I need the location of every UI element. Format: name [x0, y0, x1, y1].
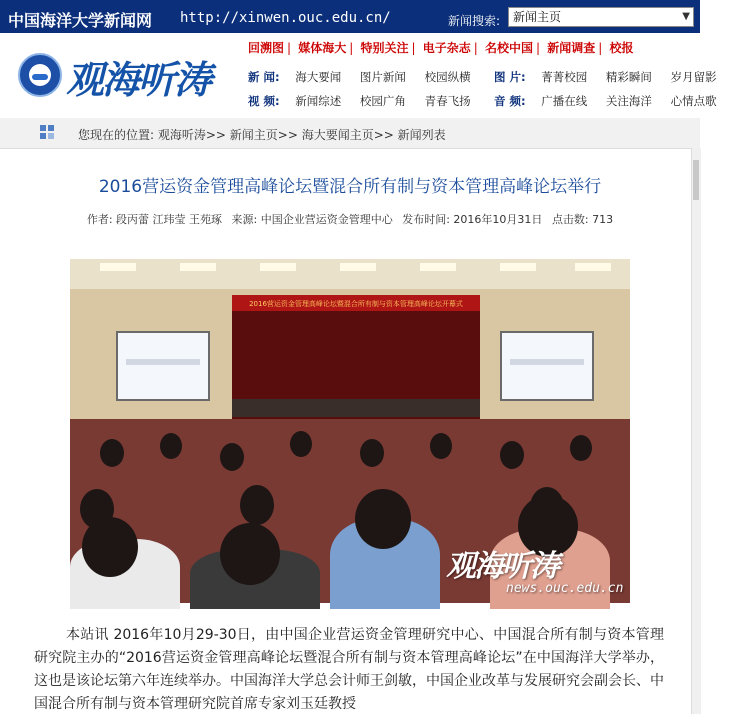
vertical-scrollbar[interactable] [691, 148, 701, 714]
site-header [0, 33, 717, 119]
photo-watermark: 观海听涛 [446, 549, 558, 584]
photo-nav-item[interactable]: 岁月留影 [670, 70, 717, 84]
meta-author: 作者: 段丙蕾 江玮莹 王苑琢 [86, 213, 223, 226]
link-mingxiaozhongguo[interactable]: 名校中国 [485, 41, 534, 55]
photo-nav-label: 图 片: [494, 70, 526, 84]
university-emblem-icon[interactable] [18, 53, 62, 97]
audio-nav-item[interactable]: 心情点歌 [670, 94, 717, 108]
news-nav-item[interactable]: 图片新闻 [359, 70, 406, 84]
top-bar [0, 0, 700, 33]
site-url[interactable]: http://xinwen.ouc.edu.cn/ [180, 10, 391, 26]
article-title: 2016营运资金管理高峰论坛暨混合所有制与资本管理高峰论坛举行 [98, 177, 602, 197]
site-title[interactable]: 中国海洋大学新闻网 [8, 11, 153, 30]
grid-icon [40, 125, 54, 139]
news-nav-label: 新 闻: [248, 70, 280, 84]
article-meta [0, 211, 700, 227]
article-body: 本站讯 2016年10月29-30日，由中国企业营运资金管理研究中心、中国混合所有制与资本管理研究院主办的“2016营运资金管理高峰论坛暨混合所有制与资本管理高峰论坛”在中国海洋大学举办，这也是该论坛第六年连续举办。中国海洋大学总会计师王剑敏，中国企业改革与发展研究会副会长、中国混合所有制与资本管理研究院首席专家刘玉廷教授 [34, 627, 664, 712]
audio-nav [494, 93, 732, 109]
audio-nav-item[interactable]: 广播在线 [541, 94, 588, 108]
link-xinwendiaocha[interactable]: 新闻调查 [547, 41, 596, 55]
link-xiaobao[interactable]: 校报 [609, 41, 634, 55]
link-meitihaida[interactable]: 媒体海大 [298, 41, 347, 55]
meta-date: 发布时间: 2016年10月31日 [402, 213, 543, 226]
site-logo-text[interactable]: 观海听涛 [66, 57, 211, 102]
photo-nav-item[interactable]: 精彩瞬间 [605, 70, 652, 84]
search-label: 新闻搜索: [448, 14, 501, 28]
link-huisutu[interactable]: 回溯图 [248, 41, 285, 55]
video-nav-label: 视 频: [248, 94, 280, 108]
audio-nav-item[interactable]: 关注海洋 [605, 94, 652, 108]
breadcrumb-text: 您现在的位置: 观海听涛>> 新闻主页>> 海大要闻主页>> 新闻列表 [78, 128, 446, 142]
meta-clicks: 713 [592, 213, 614, 226]
article-photo[interactable] [70, 259, 630, 603]
photo-banner: 2016营运资金管理高峰论坛暨混合所有制与资本管理高峰论坛开幕式 [232, 295, 480, 313]
video-nav-item[interactable]: 青春飞扬 [424, 94, 471, 108]
video-nav-item[interactable]: 新闻综述 [295, 94, 342, 108]
video-nav-item[interactable]: 校园广角 [359, 94, 406, 108]
search-category-select[interactable] [508, 7, 694, 27]
search-select-value: 新闻主页 [513, 10, 562, 24]
video-nav [248, 93, 486, 109]
chevron-down-icon: ▼ [682, 11, 690, 22]
top-links: 回溯图 | 媒体海大 | 特别关注 | 电子杂志 | 名校中国 | 新闻调查 | 校报 [248, 41, 634, 55]
breadcrumb [0, 118, 700, 149]
news-nav-item[interactable]: 校园纵横 [424, 70, 471, 84]
audio-nav-label: 音 频: [494, 94, 526, 108]
photo-watermark-url: news.ouc.edu.cn [506, 581, 624, 596]
news-nav-item[interactable]: 海大要闻 [295, 70, 342, 84]
news-nav [248, 69, 486, 85]
meta-source: 来源: 中国企业营运资金管理中心 [231, 213, 393, 226]
link-tebieguanzhu[interactable]: 特别关注 [360, 41, 409, 55]
photo-nav-item[interactable]: 菁菁校园 [541, 70, 588, 84]
meta-clicks-label: 点击数: [551, 213, 589, 226]
link-dianzizazhi[interactable]: 电子杂志 [422, 41, 471, 55]
photo-nav [494, 69, 732, 85]
